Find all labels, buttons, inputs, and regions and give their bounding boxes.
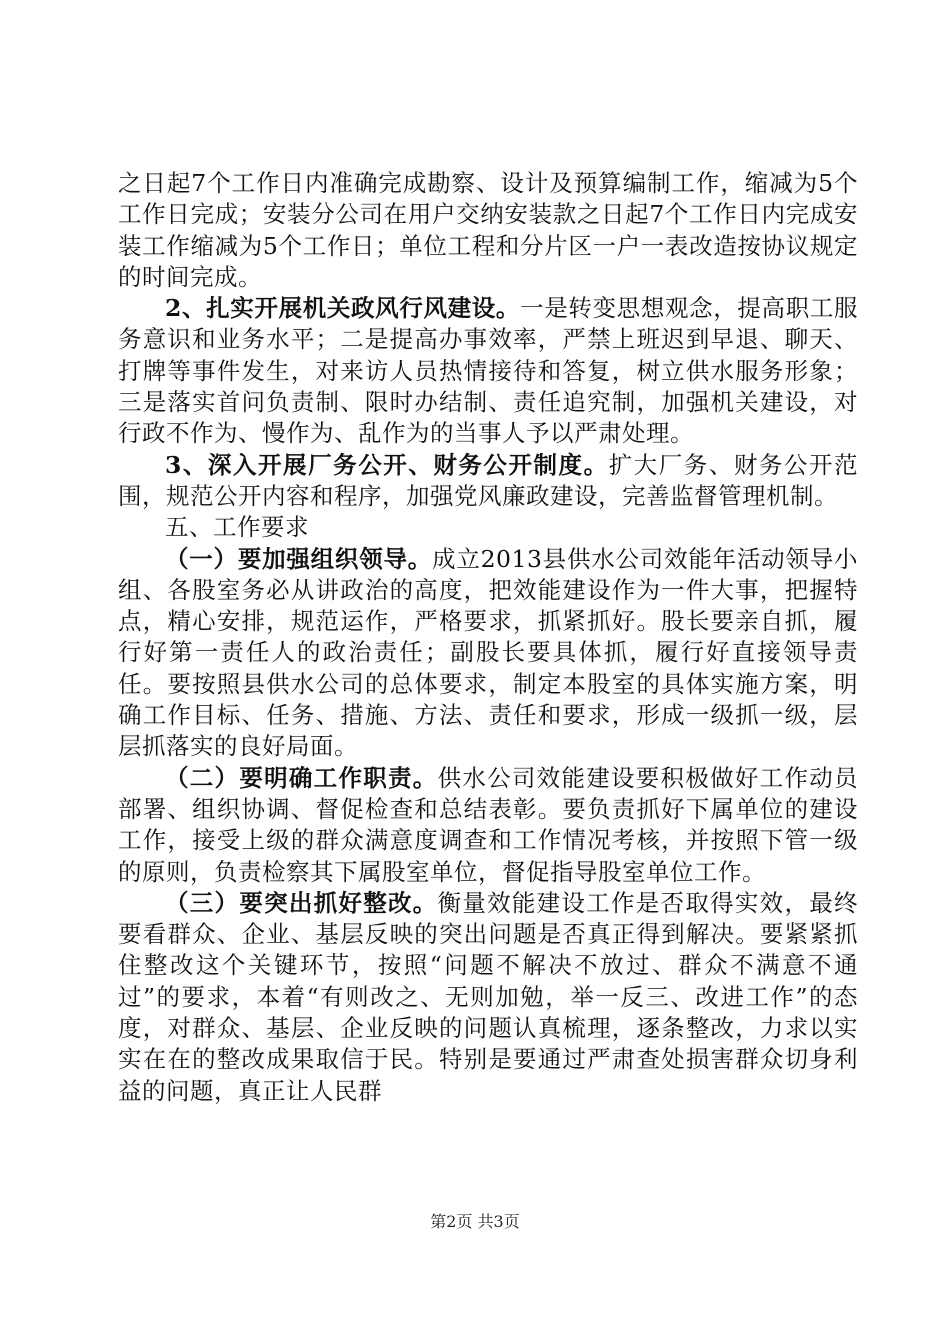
paragraph-text: 供水公司效能建设要积极做好工作动员部署、组织协调、督促检查和总结表彰。要负责抓好下属单位的建设工作，接受上级的群众满意度调查和工作情况考核，并按照下管一级的原则，负责检察其下属股室单位，督促指导股室单位工作。	[118, 763, 859, 886]
paragraph-4	[118, 544, 858, 763]
paragraph-lead: （三）要突出抓好整改。	[165, 888, 438, 917]
section-heading	[118, 512, 858, 543]
page-footer	[0, 1212, 950, 1232]
paragraph-text: 扩大厂务、财务公开范围，规范公开内容和程序，加强党风廉政建设，完善监督管理机制。	[118, 450, 859, 510]
heading-text: 五、工作要求	[165, 513, 309, 542]
paragraph-3	[118, 450, 858, 513]
document-body	[118, 168, 858, 1107]
paragraph-text: 一是转变思想观念，提高职工服务意识和业务水平；二是提高办事效率，严禁上班迟到早退、聊天、打牌等事件发生，对来访人员热情接待和答复，树立供水服务形象；三是落实首问负责制、限时办结制、责任追究制，加强机关建设，对行政不作为、慢作为、乱作为的当事人予以严肃处理。	[118, 294, 859, 448]
paragraph-2	[118, 293, 858, 449]
paragraph-text: 衡量效能建设工作是否取得实效，最终要看群众、企业、基层反映的突出问题是否真正得到解决。要紧紧抓住整改这个关键环节，按照“问题不解决不放过、群众不满意不通过”的要求，本着“有则改之、无则加勉，举一反三、改进工作”的态度，对群众、基层、企业反映的问题认真梳理，逐条整改，力求以实实在在的整改成果取信于民。特别是要通过严肃查处损害群众切身利益的问题，真正让人民群	[118, 888, 859, 1105]
paragraph-lead: （二）要明确工作职责。	[165, 763, 438, 792]
paragraph-lead: 2、扎实开展机关政风行风建设。	[165, 294, 521, 323]
paragraph-text: 成立2013县供水公司效能年活动领导小组、各股室务必从讲政治的高度，把效能建设作为一件大事，把握特点，精心安排，规范运作，严格要求，抓紧抓好。股长要亲自抓，履行好第一责任人的政治责任；副股长要具体抓，履行好直接领导责任。要按照县供水公司的总体要求，制定本股室的具体实施方案，明确工作目标、任务、措施、方法、责任和要求，形成一级抓一级，层层抓落实的良好局面。	[118, 544, 858, 761]
paragraph-lead: 3、深入开展厂务公开、财务公开制度。	[165, 450, 609, 479]
paragraph-6	[118, 888, 858, 1107]
paragraph-1	[118, 168, 858, 293]
paragraph-text: 之日起7个工作日内准确完成勘察、设计及预算编制工作，缩减为5个工作日完成；安装分公司在用户交纳安装款之日起7个工作日内完成安装工作缩减为5个工作日；单位工程和分片区一户一表改造按协议规定的时间完成。	[118, 169, 858, 291]
page-number: 第2页 共3页	[430, 1212, 520, 1231]
paragraph-lead: （一）要加强组织领导。	[165, 544, 433, 573]
paragraph-5	[118, 763, 858, 888]
